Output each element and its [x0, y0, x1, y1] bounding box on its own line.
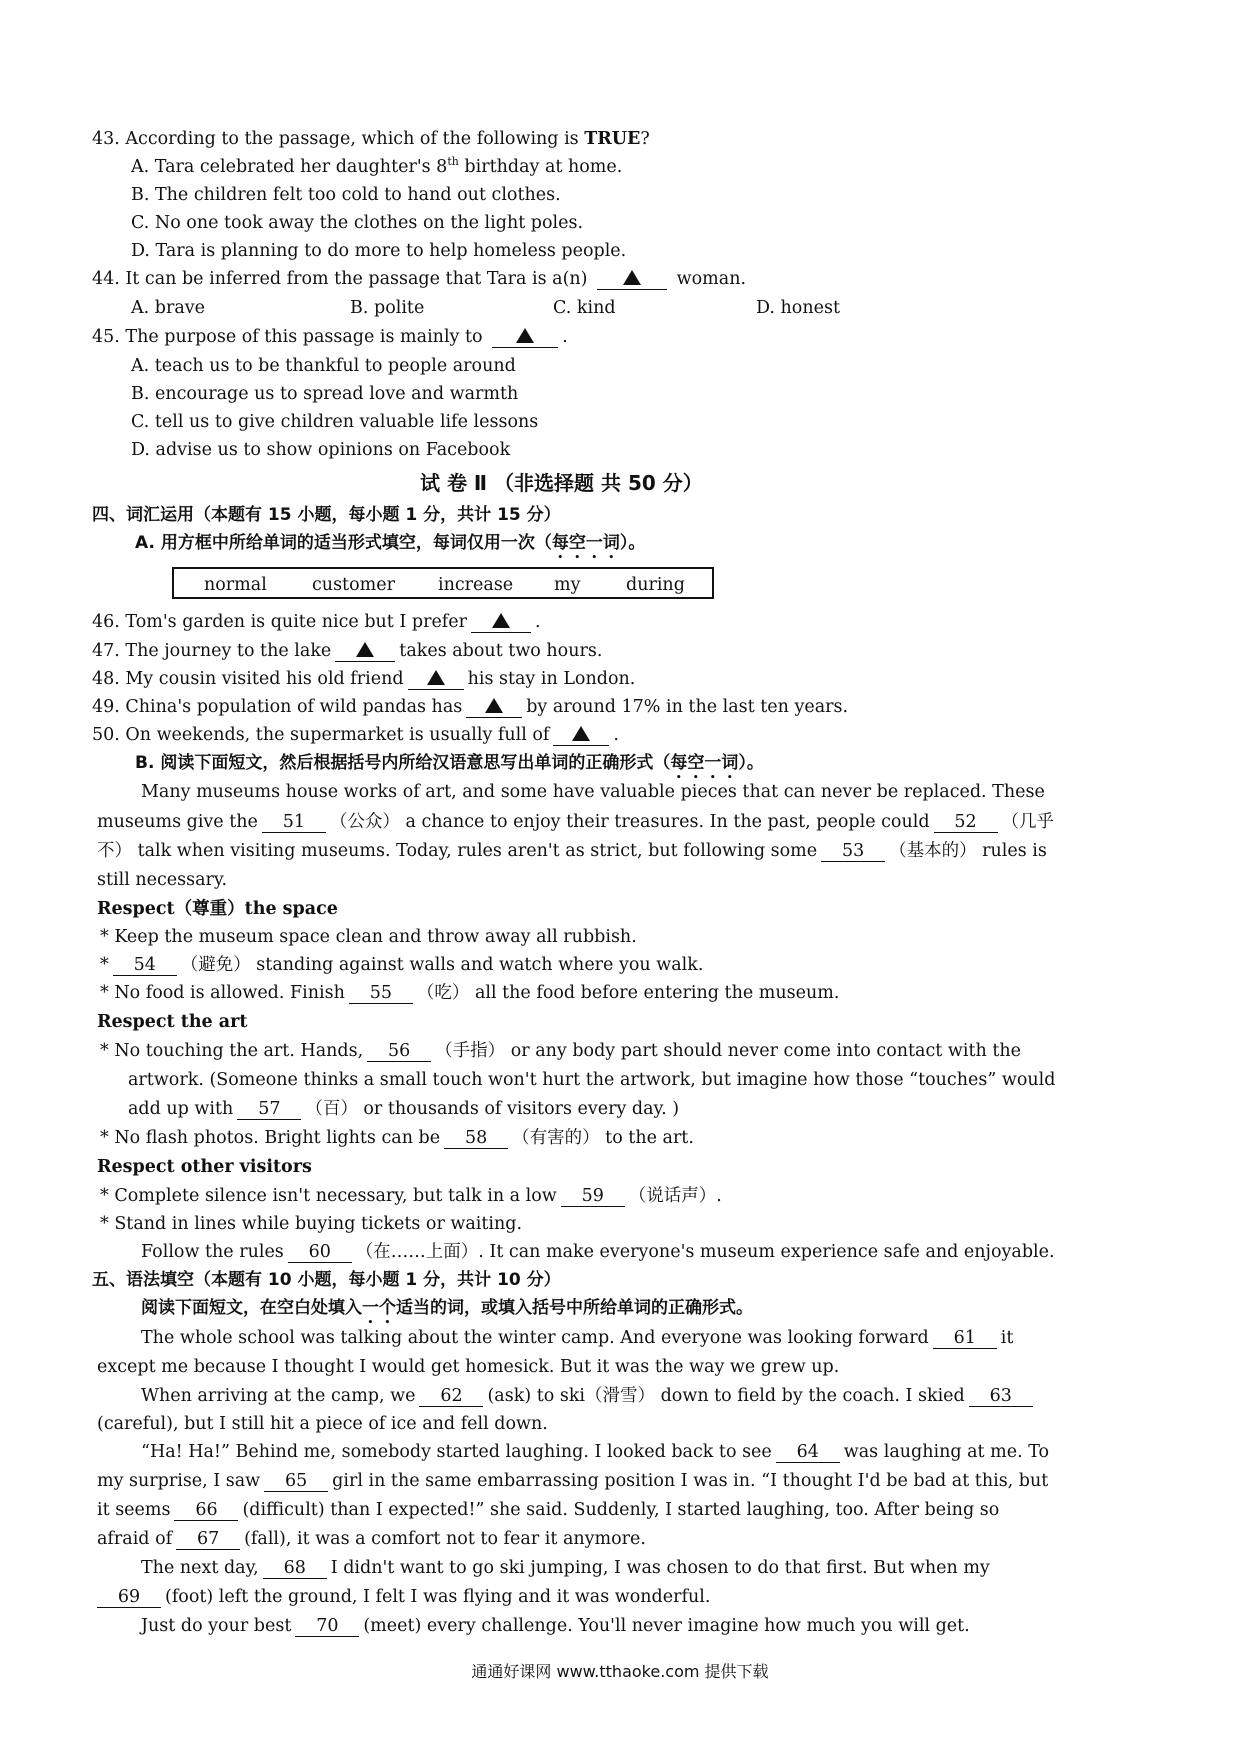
text-segment: （手指） or any body part should never come into contact with the [435, 1041, 1021, 1061]
answer-blank[interactable]: 55 [349, 983, 413, 1004]
rule-item [100, 1127, 694, 1149]
answer-blank[interactable]: 57 [237, 1099, 301, 1120]
answer-blank[interactable]: 58 [444, 1128, 508, 1149]
section4-part-a-instructions [135, 532, 645, 563]
passage-c-line [141, 1557, 990, 1579]
passage-b-closing [141, 1241, 1055, 1263]
instr-post: 适当的词，或填入括号中所给单词的正确形式。 [396, 1298, 753, 1318]
q44-stem-pre: 44. It can be inferred from the passage that Tara is a(n) [92, 269, 588, 289]
text-segment: （在……上面）. It can make everyone's museum experience safe and enjoyable. [355, 1242, 1055, 1262]
passage-c-line [97, 1499, 999, 1521]
part-a-post: ）。 [619, 533, 646, 553]
q44-stem [92, 268, 746, 290]
text-segment: Just do your best [141, 1616, 292, 1636]
section4-part-b-instructions [135, 752, 764, 783]
q45-option-c: C. tell us to give children valuable life lessons [131, 412, 539, 432]
q47 [92, 640, 602, 662]
answer-blank[interactable]: 52 [934, 812, 998, 833]
paper2-title: 试 卷 Ⅱ （非选择题 共 50 分） [420, 471, 703, 495]
passage-c-line [97, 1528, 646, 1550]
triangle-icon [356, 642, 374, 657]
answer-blank[interactable]: 68 [263, 1558, 327, 1579]
part-b-post: ）。 [738, 753, 764, 773]
rule-item-continued [128, 1098, 679, 1120]
triangle-icon [572, 726, 590, 741]
answer-blank[interactable] [492, 327, 558, 348]
rule-item-continued: artwork. (Someone thinks a small touch won't hurt the artwork, but imagine how those “touches” would [128, 1070, 1056, 1090]
triangle-icon [427, 670, 445, 685]
q46-post: . [535, 612, 541, 632]
passage-c-line [97, 1586, 710, 1608]
rule-item [100, 982, 839, 1004]
text-segment: * No touching the art. Hands, [100, 1041, 364, 1061]
rule-item: * Stand in lines while buying tickets or waiting. [100, 1214, 523, 1234]
answer-blank[interactable]: 56 [367, 1041, 431, 1062]
text-segment: it seems [97, 1500, 171, 1520]
bullet: * [100, 955, 109, 975]
answer-blank[interactable]: 60 [288, 1242, 352, 1263]
q48-post: his stay in London. [467, 669, 636, 689]
q43-option-a [131, 156, 622, 178]
text-segment: it [1000, 1328, 1014, 1348]
q43-option-c: C. No one took away the clothes on the light poles. [131, 213, 584, 233]
q45-stem-post: . [562, 327, 568, 347]
word-box-item: normal [204, 575, 267, 595]
word-box-item: during [626, 575, 685, 595]
q47-post: takes about two hours. [399, 641, 603, 661]
text-segment: my surprise, I saw [97, 1471, 261, 1491]
passage-c-line: (careful), but I still hit a piece of ice and fell down. [97, 1414, 548, 1434]
text-segment: 不） talk when visiting museums. Today, rules aren't as strict, but following some [97, 841, 818, 861]
q43-a-post: birthday at home. [458, 157, 623, 177]
q50-pre: 50. On weekends, the supermarket is usually full of [92, 725, 550, 745]
answer-blank[interactable]: 62 [419, 1386, 483, 1407]
text-segment: The whole school was talking about the winter camp. And everyone was looking forward [141, 1328, 929, 1348]
part-b-pre: B. 阅读下面短文，然后根据括号内所给汉语意思写出单词的正确形式（ [135, 753, 671, 773]
q44-stem-post: woman. [676, 269, 747, 289]
q43-option-d: D. Tara is planning to do more to help homeless people. [131, 241, 627, 261]
q50-post: . [613, 725, 619, 745]
q46 [92, 611, 541, 633]
text-segment: * No food is allowed. Finish [100, 983, 345, 1003]
q49-post: by around 17% in the last ten years. [526, 697, 849, 717]
text-segment: （公众） a chance to enjoy their treasures. In the past, people could [329, 812, 930, 832]
answer-blank[interactable]: 66 [174, 1500, 238, 1521]
page-footer: 通通好课网 www.tthaoke.com 提供下载 [471, 1662, 769, 1681]
answer-blank[interactable]: 59 [561, 1186, 625, 1207]
text-segment: （基本的） rules is [889, 841, 1047, 861]
passage-b-line: Many museums house works of art, and some have valuable pieces that can never be replaced. These [141, 782, 1045, 802]
text-segment: （吃） all the food before entering the museum. [416, 983, 840, 1003]
answer-blank[interactable]: 51 [262, 812, 326, 833]
passage-b-line: still necessary. [97, 870, 228, 890]
q44-option-d: D. honest [756, 298, 840, 318]
word-box [172, 567, 714, 599]
answer-blank[interactable] [553, 725, 609, 746]
text-segment: (ask) to ski（滑雪） down to field by the coach. I skied [487, 1386, 965, 1406]
passage-c-line: except me because I thought I would get homesick. But it was the way we grew up. [97, 1357, 840, 1377]
q45-stem-pre: 45. The purpose of this passage is mainly to [92, 327, 483, 347]
text-segment: The next day, [141, 1558, 259, 1578]
text-segment: add up with [128, 1099, 234, 1119]
q45-option-b: B. encourage us to spread love and warmth [131, 384, 519, 404]
subheading-respect-art: Respect the art [97, 1012, 248, 1032]
q49-pre: 49. China's population of wild pandas has [92, 697, 463, 717]
q43-a-pre: A. Tara celebrated her daughter's 8 [131, 157, 448, 177]
q45-option-d: D. advise us to show opinions on Facebook [131, 440, 511, 460]
answer-blank[interactable] [597, 269, 667, 290]
answer-blank[interactable]: 64 [776, 1442, 840, 1463]
q44-option-c: C. kind [553, 298, 616, 318]
section4-heading: 四、词汇运用（本题有 15 小题，每小题 1 分，共计 15 分） [92, 505, 561, 525]
rule-item: * Keep the museum space clean and throw away all rubbish. [100, 927, 637, 947]
part-a-pre: A. 用方框中所给单词的适当形式填空，每词仅用一次（ [135, 533, 552, 553]
answer-blank[interactable]: 65 [264, 1471, 328, 1492]
q43-stem-text: 43. According to the passage, which of the following is [92, 129, 579, 149]
q48-pre: 48. My cousin visited his old friend [92, 669, 404, 689]
answer-blank[interactable] [471, 612, 531, 633]
text-segment: afraid of [97, 1529, 173, 1549]
q44-option-b: B. polite [350, 298, 425, 318]
section5-heading: 五、语法填空（本题有 10 小题，每小题 1 分，共计 10 分） [92, 1270, 561, 1290]
word-box-item: increase [438, 575, 514, 595]
passage-b-line [97, 840, 1047, 862]
text-segment: （几乎 [1001, 812, 1055, 832]
rule-item [100, 954, 703, 976]
passage-c-line [97, 1470, 1048, 1492]
passage-c-line [141, 1327, 1013, 1349]
text-segment: “Ha! Ha!” Behind me, somebody started laughing. I looked back to see [141, 1442, 772, 1462]
subheading-respect-visitors: Respect other visitors [97, 1157, 312, 1177]
text-segment: girl in the same embarrassing position I was in. “I thought I'd be bad at this, but [332, 1471, 1049, 1491]
text-segment: * No flash photos. Bright lights can be [100, 1128, 441, 1148]
text-segment: (foot) left the ground, I felt I was flying and it was wonderful. [165, 1587, 711, 1607]
text-segment: was laughing at me. To [843, 1442, 1050, 1462]
part-b-emph: 每空一词 [670, 753, 739, 773]
passage-c-line [141, 1615, 970, 1637]
text-segment: Follow the rules [141, 1242, 284, 1262]
q48 [92, 668, 635, 690]
answer-blank[interactable]: 70 [295, 1616, 359, 1637]
word-box-item: customer [312, 575, 395, 595]
answer-blank[interactable]: 67 [176, 1529, 240, 1550]
instr-emph: 一个 [362, 1298, 396, 1318]
text-segment: （说话声）. [628, 1186, 722, 1206]
answer-blank[interactable]: 61 [933, 1328, 997, 1349]
text-segment: (meet) every challenge. You'll never imagine how much you will get. [363, 1616, 970, 1636]
answer-blank[interactable] [466, 697, 522, 718]
answer-blank[interactable]: 69 [97, 1587, 161, 1608]
text-segment: （有害的） to the art. [512, 1128, 694, 1148]
text-segment: (fall), it was a comfort not to fear it anymore. [244, 1529, 646, 1549]
text-segment: (difficult) than I expected!” she said. Suddenly, I started laughing, too. After being so [242, 1500, 1000, 1520]
passage-c-line [141, 1441, 1049, 1463]
q49 [92, 696, 848, 718]
text-segment: * Complete silence isn't necessary, but talk in a low [100, 1186, 557, 1206]
q43-a-sup: th [447, 155, 459, 169]
answer-blank[interactable]: 53 [821, 841, 885, 862]
answer-blank[interactable] [408, 669, 464, 690]
instr-pre: 阅读下面短文，在空白处填入 [141, 1298, 362, 1318]
q43-stem-end: ? [640, 129, 650, 149]
triangle-icon [516, 328, 534, 343]
rule-item [100, 1040, 1021, 1062]
triangle-icon [485, 698, 503, 713]
part-a-emph: 每空一词 [551, 533, 620, 553]
passage-b-line [97, 811, 1054, 833]
text-segment: （百） or thousands of visitors every day. ) [305, 1099, 680, 1119]
section5-instructions [141, 1297, 753, 1328]
q45-option-a: A. teach us to be thankful to people around [131, 356, 516, 376]
q44-option-a: A. brave [131, 298, 206, 318]
q45-stem [92, 326, 568, 348]
passage-c-line [141, 1385, 1037, 1407]
rule-item [100, 1185, 722, 1207]
q47-pre: 47. The journey to the lake [92, 641, 332, 661]
answer-blank[interactable] [335, 641, 395, 662]
triangle-icon [492, 613, 510, 628]
answer-blank[interactable]: 54 [113, 955, 177, 976]
word-box-item: my [554, 575, 581, 595]
text-segment: When arriving at the camp, we [141, 1386, 416, 1406]
triangle-icon [623, 270, 641, 285]
q43-stem [92, 128, 650, 150]
text-segment: museums give the [97, 812, 258, 832]
q50 [92, 724, 619, 746]
q46-pre: 46. Tom's garden is quite nice but I prefer [92, 612, 468, 632]
text-segment: I didn't want to go ski jumping, I was chosen to do that first. But when my [330, 1558, 990, 1578]
subheading-respect-space: Respect（尊重）the space [97, 899, 338, 919]
q43-stem-bold: TRUE [584, 129, 641, 149]
text-segment: （避免） standing against walls and watch where you walk. [180, 955, 704, 975]
answer-blank[interactable]: 63 [969, 1386, 1033, 1407]
q43-option-b: B. The children felt too cold to hand out clothes. [131, 185, 561, 205]
